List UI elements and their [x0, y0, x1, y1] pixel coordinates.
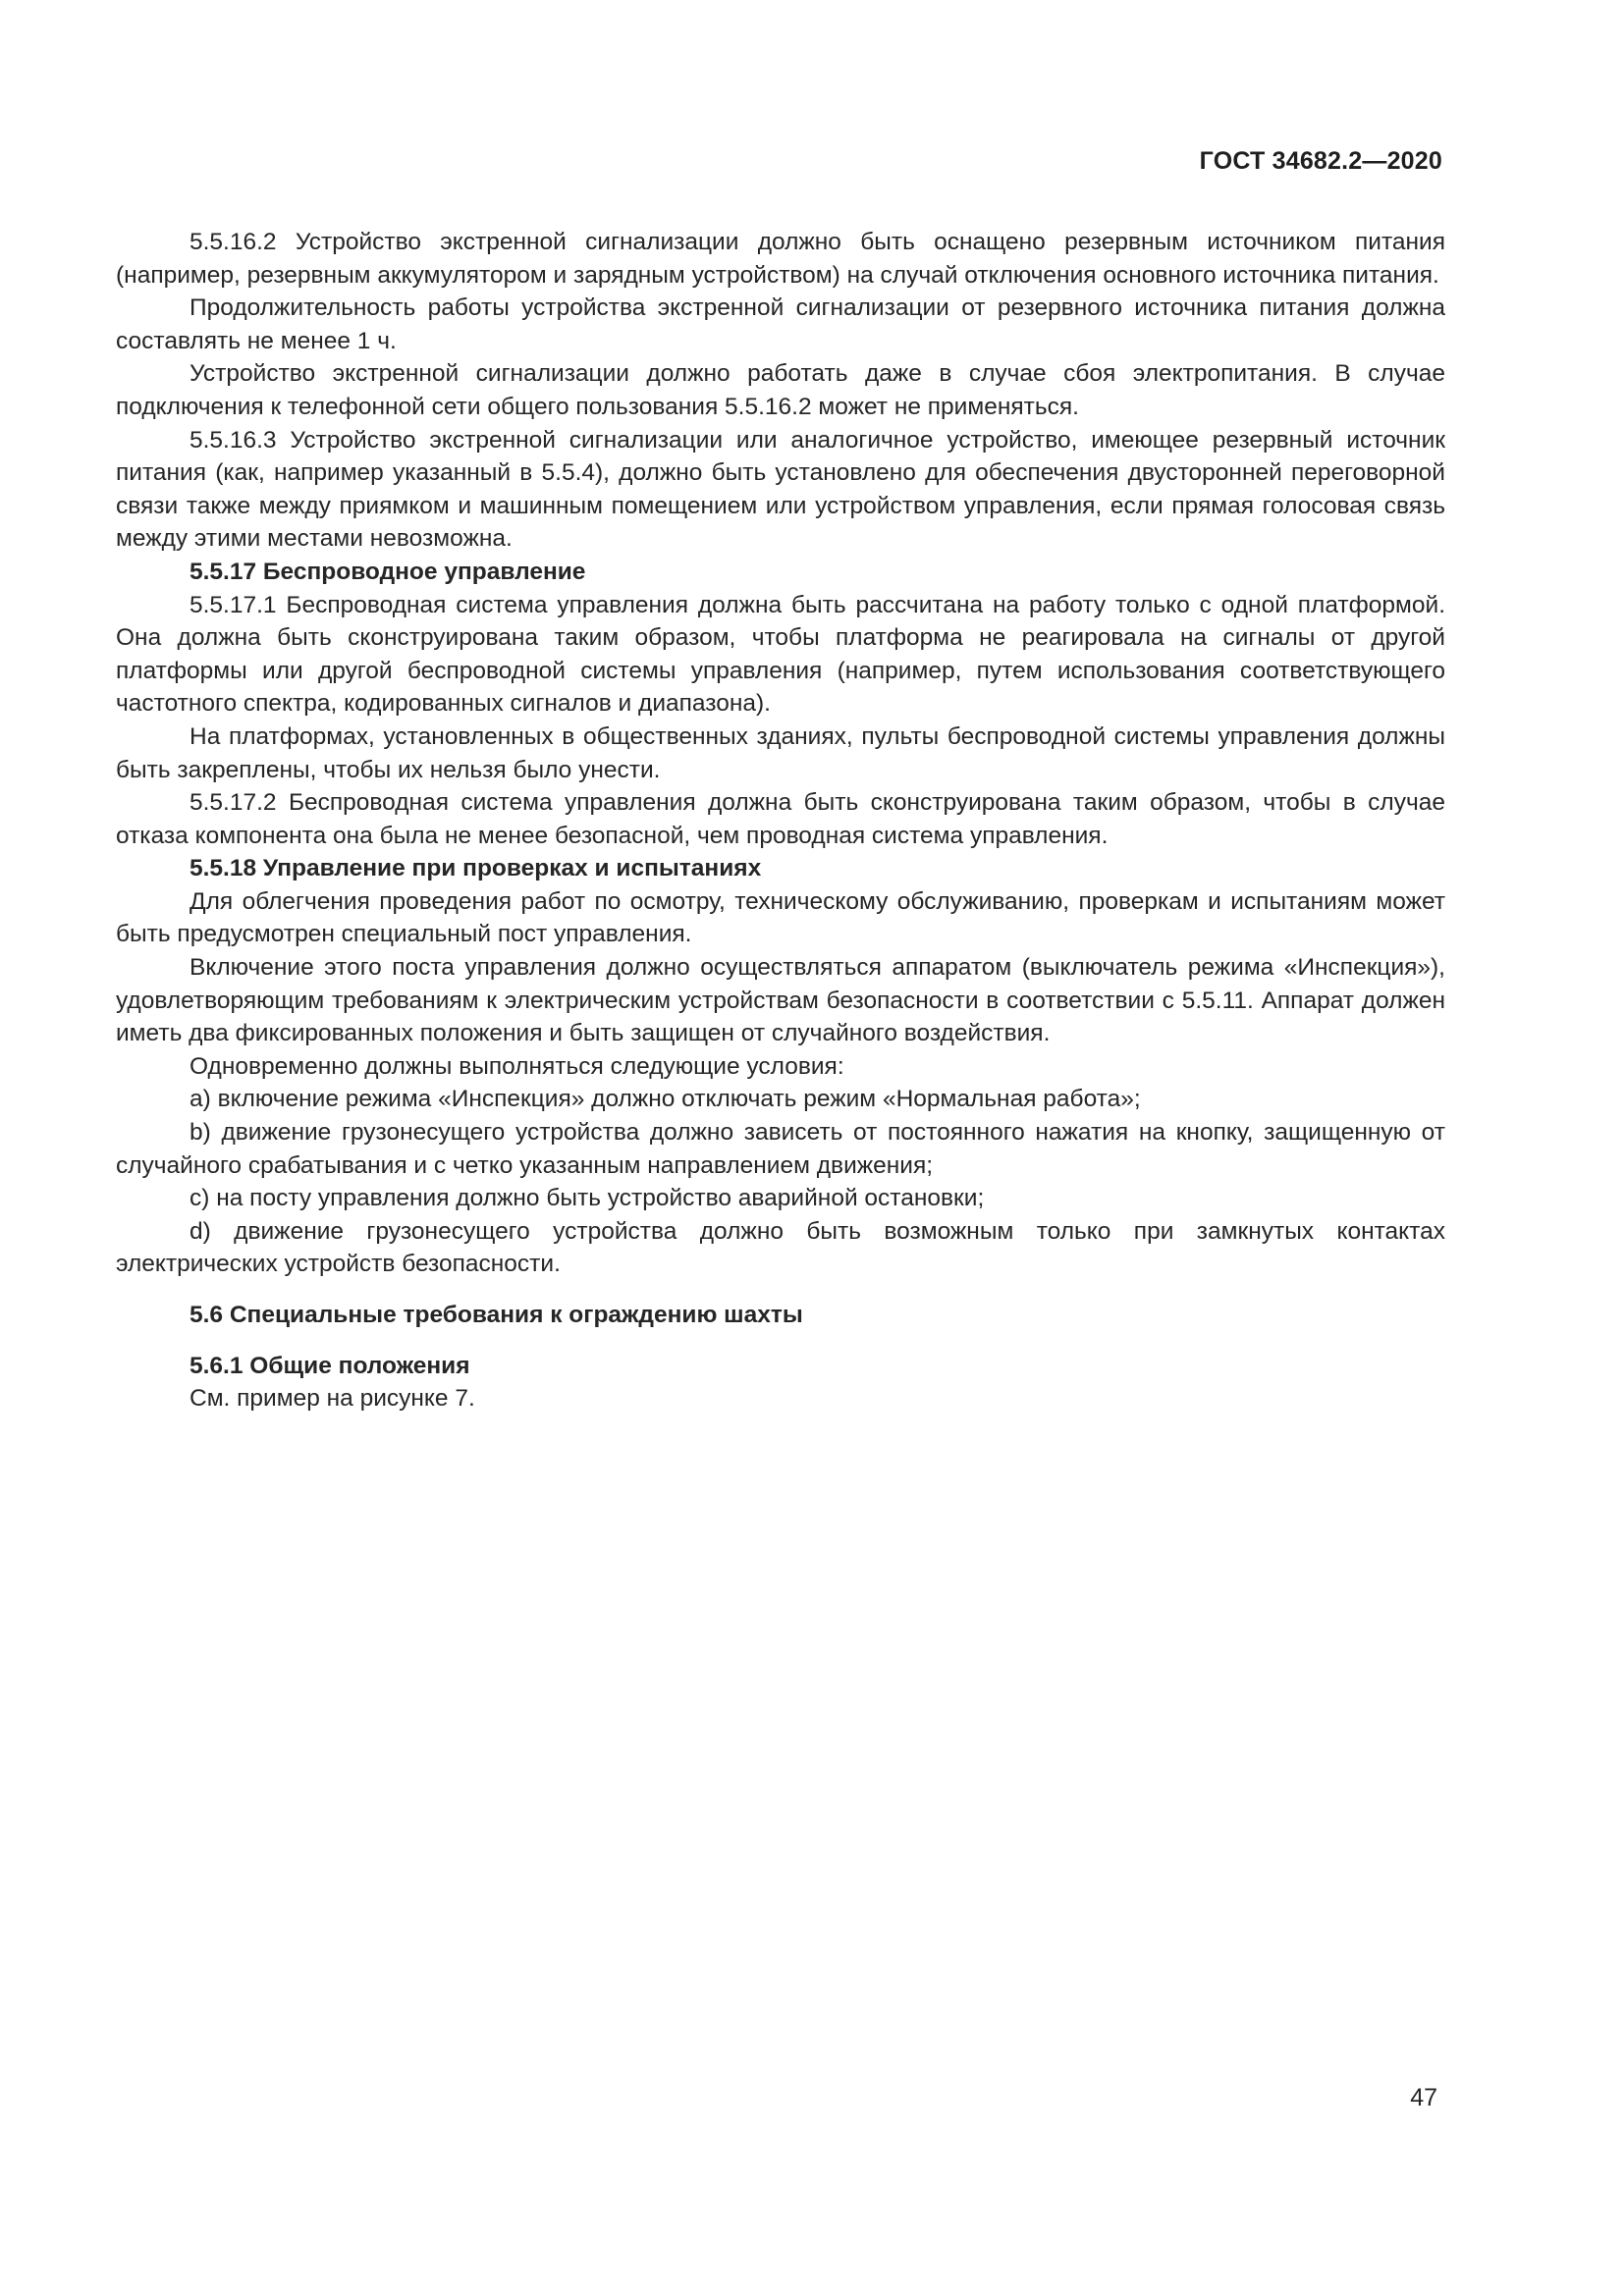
paragraph-figure-ref: См. пример на рисунке 7. — [189, 1385, 475, 1413]
paragraph-power-failure: Устройство экстренной сигнализации должно работать даже в случае сбоя электропитания. В случае подключения к телефонной сети общего пользования 5.5.16.2 может не применяться. — [116, 360, 1445, 420]
heading-5-5-17: 5.5.17 Беспроводное управление — [189, 558, 586, 585]
heading-5-6-1: 5.6.1 Общие положения — [189, 1352, 470, 1379]
heading-5-5-18: 5.5.18 Управление при проверках и испытаниях — [189, 855, 762, 882]
list-item-c: c) на посту управления должно быть устройство аварийной остановки; — [189, 1185, 985, 1212]
paragraph-5-5-16-3: 5.5.16.3 Устройство экстренной сигнализации или аналогичное устройство, имеющее резервный источник питания (как, например указанный в 5.5.4), должно быть установлено для обеспечения двусторонней переговорной связи также между приямком и машинным помещением или устройством управления, если прямая голосовая связь между этими местами невозможна. — [116, 426, 1445, 553]
page-number: 47 — [1410, 2084, 1437, 2111]
heading-5-6: 5.6 Специальные требования к ограждению шахты — [189, 1302, 803, 1328]
paragraph-public-buildings: На платформах, установленных в общественных зданиях, пульты беспроводной системы управления должны быть закреплены, чтобы их нельзя было унести. — [116, 722, 1445, 783]
list-item-a: a) включение режима «Инспекция» должно отключать режим «Нормальная работа»; — [189, 1086, 1141, 1113]
paragraph-inspection-switch: Включение этого поста управления должно осуществляться аппаратом (выключатель режима «Инспекция»), удовлетворяющим требованиям к электрическим устройствам безопасности в соответствии с 5.5.11. Аппарат должен иметь два фиксированных положения и быть защищен от случайного воздействия. — [116, 954, 1445, 1047]
paragraph-5-5-17-2: 5.5.17.2 Беспроводная система управления должна быть сконструирована таким образом, чтобы в случае отказа компонента она была не менее безопасной, чем проводная система управления. — [116, 789, 1445, 849]
document-body — [116, 226, 1445, 1415]
paragraph-5-5-17-1: 5.5.17.1 Беспроводная система управления должна быть рассчитана на работу только с одной платформой. Она должна быть сконструирована таким образом, чтобы платформа не реагировала на сигналы от другой платформы или другой беспроводной системы управления (например, путем использования соответствующего частотного спектра, кодированных сигналов и диапазона). — [116, 591, 1445, 718]
paragraph-conditions: Одновременно должны выполняться следующие условия: — [189, 1052, 844, 1080]
paragraph-backup-duration: Продолжительность работы устройства экстренной сигнализации от резервного источника питания должна составлять не менее 1 ч. — [116, 294, 1445, 354]
list-item-d: d) движение грузонесущего устройства должно быть возможным только при замкнутых контактах электрических устройств безопасности. — [116, 1217, 1445, 1278]
paragraph-5-5-16-2: 5.5.16.2 Устройство экстренной сигнализации должно быть оснащено резервным источником питания (например, резервным аккумулятором и зарядным устройством) на случай отключения основного источника питания. — [116, 229, 1445, 289]
document-header-id: ГОСТ 34682.2—2020 — [1199, 147, 1442, 175]
list-item-b: b) движение грузонесущего устройства должно зависеть от постоянного нажатия на кнопку, защищенную от случайного срабатывания и с четко указанным направлением движения; — [116, 1119, 1445, 1179]
paragraph-inspection-post: Для облегчения проведения работ по осмотру, техническому обслуживанию, проверкам и испытаниям может быть предусмотрен специальный пост управления. — [116, 887, 1445, 948]
